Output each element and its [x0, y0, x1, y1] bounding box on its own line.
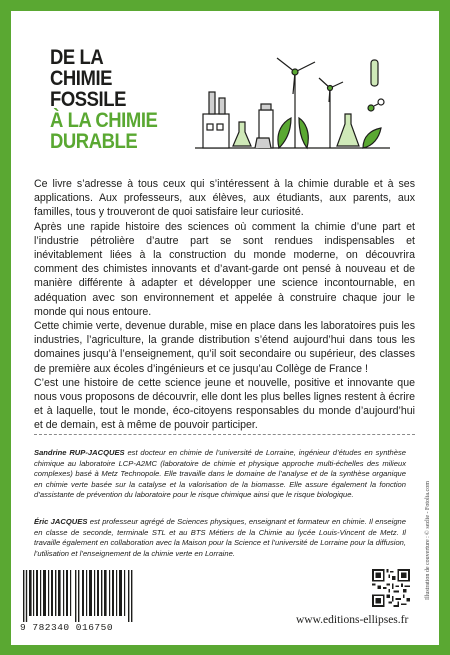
summary-paragraph: Cette chimie verte, devenue durable, mise en place dans les laboratoires puis les industries, l’agriculture, la grande distribution s’étend aujourd’hui dans tous les domaines jusqu’à l’enseignement, qu’il soit secondaire ou supérieur, des classes de première aux écoles d’ingénieurs et ce jusqu’au Collège de France ! — [34, 320, 415, 375]
qr-code[interactable] — [372, 569, 410, 607]
isbn-number: 9 782340 016750 — [20, 622, 114, 633]
author-name-1: Sandrine RUP-JACQUES — [34, 448, 125, 457]
section-divider — [34, 434, 415, 435]
title-line-4: À LA CHIMIE — [50, 109, 158, 132]
isbn-barcode — [23, 570, 133, 622]
green-chemistry-illustration — [195, 52, 395, 162]
author-bio-2 — [34, 517, 406, 559]
title-line-3: FOSSILE — [50, 88, 126, 111]
summary-paragraph: C’est une histoire de cette science jeune et nouvelle, positive et innovante que nous vous proposons de découvrir, elle dont les plus belles lignes restent à écrire et à laquelle, tout le monde, éco-citoyens responsables du monde d’aujourd’hui et de demain, est à même de pouvoir participer. — [34, 376, 416, 432]
title-line-1: DE LA — [50, 46, 104, 69]
summary-paragraph: Après une rapide histoire des sciences où comment la chimie d’une part et l’industrie pétrolière d’autre part se sont rendues indispensables et inévitablement liées à la construction du monde moderne, on découvrira comment des chimistes innovants et d’avant-garde ont pensé à nouveau et de manière différente à adapter et développer une science incontournable, en adéquation avec son environnement et appelée à construire chaque jour le monde qui nous entoure. — [34, 220, 415, 318]
publisher-website[interactable]: www.editions-ellipses.fr — [296, 614, 409, 626]
illustration-credit: Illustration de couverture : © sezlie - Fotolia.com — [425, 481, 431, 600]
author-bio-text-2: est professeur agrégé de Sciences physiques, enseignant et formateur en chimie. Il enseigne en classe de seconde, terminale STL et au BTS Métiers de la Chimie au lycée Louis-Vincent de Metz. Il travaille également en collaboration avec la Maison pour la Science et l’université de Lorraine pour la diffusion, l’utilisation et l’enseignement de la chimie verte en Lorraine. — [34, 517, 406, 558]
summary-text — [34, 177, 415, 433]
title-line-5: DURABLE — [50, 130, 138, 153]
author-bio-1 — [34, 448, 406, 501]
title-line-2: CHIMIE — [50, 67, 113, 90]
summary-paragraph: Ce livre s’adresse à tous ceux qui s’intéressent à la chimie durable et à ses applications. Aux professeurs, aux élèves, aux étudiants, aux parents, aux familles, tous y trouveront de quoi satisfaire leur curiosité. — [34, 178, 415, 219]
author-bio-text-1: est docteur en chimie de l’université de Lorraine, ingénieur d’études en synthèse chimique au laboratoire LCP-A2MC (laboratoire de chimie et physique approche multi-échelles des milieux complexes) basé à Metz Technopole. Elle travaille dans le domaine de l’analyse et de la synthèse organique en chimie verte basée sur la catalyse et la valorisation de la biomasse. Elle assure également la fonction d’assistante de prévention du laboratoire pour le risque chimique ainsi que le risque biologique. — [34, 448, 406, 500]
book-title — [50, 47, 157, 152]
author-name-2: Éric JACQUES — [34, 517, 88, 526]
